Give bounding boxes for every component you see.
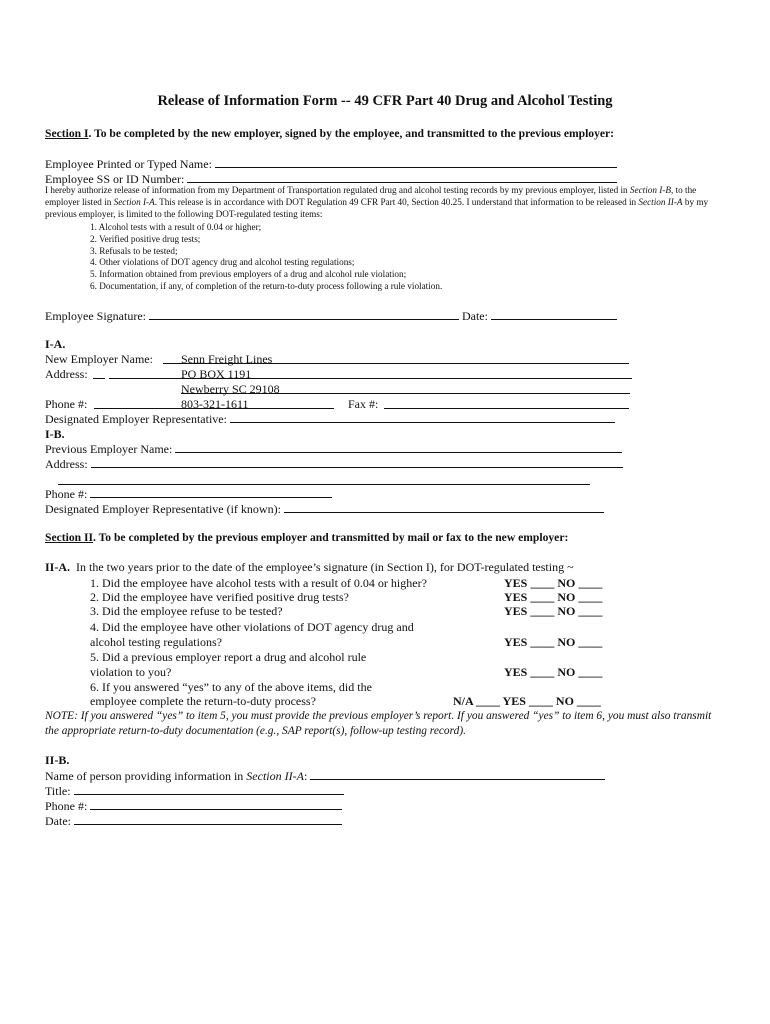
prev-employer-rep-label: Designated Employer Representative (if known): [45, 502, 281, 516]
employee-name-field[interactable] [215, 156, 617, 168]
question-5-yes-no[interactable]: YES ____ NO ____ [504, 665, 603, 679]
employee-name-row [45, 156, 617, 172]
list-item: 4. Other violations of DOT agency drug and alcohol testing regulations; [90, 257, 355, 268]
section-1-label: Section I [45, 127, 89, 140]
signature-label: Employee Signature: [45, 309, 146, 323]
iib-name-row [45, 768, 605, 784]
question-6-line2: employee complete the return-to-duty process? [90, 694, 316, 708]
section-iia-intro: In the two years prior to the date of the employee’s signature (in Section I), for DOT-regulated testing ~ [76, 560, 574, 574]
new-employer-fax-label: Fax #: [348, 397, 379, 411]
employee-ssid-field[interactable] [187, 171, 617, 183]
iib-name-label-ref: Section II-A [246, 769, 304, 783]
question-4-line2: alcohol testing regulations? [90, 635, 222, 649]
question-2-yes-no[interactable]: YES ____ NO ____ [504, 590, 603, 604]
question-1-yes-no[interactable]: YES ____ NO ____ [504, 576, 603, 590]
new-employer-name-value: Senn Freight Lines [181, 352, 273, 366]
list-item: 6. Documentation, if any, of completion of the return-to-duty process following a rule violation. [90, 280, 443, 291]
prev-employer-address-line2-field[interactable] [58, 473, 590, 485]
section-1-text: . To be completed by the new employer, signed by the employee, and transmitted to the previous employer: [88, 127, 615, 140]
signature-row [45, 308, 617, 324]
list-item: 5. Information obtained from previous employers of a drug and alcohol rule violation; [90, 269, 407, 280]
auth-ref-3: Section II-A [638, 197, 683, 208]
section-ia-heading: I-A. [45, 337, 66, 351]
iib-phone-field[interactable] [90, 798, 342, 810]
new-employer-rep-field[interactable] [230, 411, 615, 423]
iib-date-field[interactable] [74, 813, 342, 825]
iib-name-label-post: : [303, 769, 308, 783]
auth-text-4: by my previous employer, is limited to the following DOT-regulated testing items: [45, 197, 709, 220]
iib-date-row [45, 813, 342, 829]
question-4-line1: 4. Did the employee have other violations of DOT agency drug and [90, 620, 414, 634]
prev-employer-address-label: Address: [45, 457, 88, 471]
prev-employer-address-line1-field[interactable] [91, 456, 623, 468]
auth-text-1: I hereby authorize release of information from my Department of Transportation regulated drug and alcohol testing records by my previous employer, listed in [45, 185, 630, 195]
prev-employer-name-row [45, 441, 622, 457]
note-text: NOTE: If you answered “yes” to item 5, you must provide the previous employer’s report. If you answered “yes” to item 6, you must also transmit the appropriate return-to-duty documentation (e.g., SAP report(s), follow-up testing record). [45, 710, 712, 737]
testing-items-list [90, 222, 442, 293]
employee-name-label: Employee Printed or Typed Name: [45, 157, 212, 171]
prev-employer-name-field[interactable] [175, 441, 622, 453]
iib-date-label: Date: [45, 814, 71, 828]
authorization-paragraph [45, 184, 720, 221]
section-ib-heading: I-B. [45, 427, 65, 441]
auth-ref-2: Section I-A [113, 197, 155, 208]
list-item: 1. Alcohol tests with a result of 0.04 or higher; [90, 222, 262, 232]
list-item: 2. Verified positive drug tests; [90, 233, 201, 244]
auth-text-2: , to the employer listed in [45, 185, 697, 208]
form-title: Release of Information Form -- 49 CFR Part 40 Drug and Alcohol Testing [157, 93, 613, 109]
prev-employer-name-label: Previous Employer Name: [45, 442, 173, 456]
iib-name-label-pre: Name of person providing information in [45, 769, 247, 783]
prev-employer-address-row [45, 456, 623, 472]
prev-employer-rep-row [45, 501, 604, 517]
question-6-line1: 6. If you answered “yes” to any of the above items, did the [90, 680, 372, 694]
section-2-text: . To be completed by the previous employer and transmitted by mail or fax to the new employer: [93, 531, 569, 544]
iib-title-label: Title: [45, 784, 71, 798]
auth-text-3: . This release is in accordance with DOT Regulation 49 CFR Part 40, Section 40.25. I understand that information to be released in [154, 197, 639, 208]
address-prefix-line [93, 367, 105, 379]
signature-date-label: Date: [461, 309, 488, 323]
new-employer-rep-row [45, 411, 615, 427]
signature-field[interactable] [149, 308, 459, 320]
prev-employer-phone-label: Phone #: [45, 487, 88, 501]
iib-title-field[interactable] [74, 783, 344, 795]
new-employer-phone-label: Phone #: [45, 397, 88, 411]
section-2-heading [45, 531, 568, 544]
section-iia-heading: II-A. [45, 560, 71, 574]
question-1: 1. Did the employee have alcohol tests with a result of 0.04 or higher? [90, 576, 427, 590]
new-employer-address-label: Address: [45, 367, 88, 381]
question-3: 3. Did the employee refuse to be tested? [90, 604, 283, 618]
iib-name-field[interactable] [310, 768, 605, 780]
new-employer-rep-label: Designated Employer Representative: [45, 412, 227, 426]
prev-employer-rep-field[interactable] [284, 501, 604, 513]
new-employer-fax-field[interactable] [384, 397, 629, 409]
section-iib-heading: II-B. [45, 753, 70, 767]
auth-ref-1: Section I-B [629, 185, 671, 195]
question-2: 2. Did the employee have verified positive drug tests? [90, 590, 349, 604]
new-employer-address-line2-value: Newberry SC 29108 [181, 382, 280, 396]
section-2-label: Section II [45, 531, 93, 544]
question-5-line1: 5. Did a previous employer report a drug and alcohol rule [90, 650, 367, 664]
iib-phone-row [45, 798, 342, 814]
new-employer-phone-value: 803-321-1611 [181, 397, 249, 411]
prev-employer-phone-row [45, 486, 332, 502]
employee-ssid-label: Employee SS or ID Number: [45, 172, 185, 186]
prev-employer-phone-field[interactable] [90, 486, 332, 498]
new-employer-name-label: New Employer Name: [45, 352, 153, 366]
question-5-line2: violation to you? [90, 665, 172, 679]
question-6-na-yes-no[interactable]: N/A ____ YES ____ NO ____ [453, 694, 601, 708]
question-3-yes-no[interactable]: YES ____ NO ____ [504, 604, 603, 618]
question-4-yes-no[interactable]: YES ____ NO ____ [504, 635, 603, 649]
section-iia-intro-row [45, 560, 574, 575]
signature-date-field[interactable] [491, 308, 617, 320]
new-employer-address-line1-value: PO BOX 1191 [181, 367, 252, 381]
section-1-heading [45, 127, 614, 140]
iib-title-row [45, 783, 344, 799]
list-item: 3. Refusals to be tested; [90, 245, 178, 256]
iib-phone-label: Phone #: [45, 799, 88, 813]
